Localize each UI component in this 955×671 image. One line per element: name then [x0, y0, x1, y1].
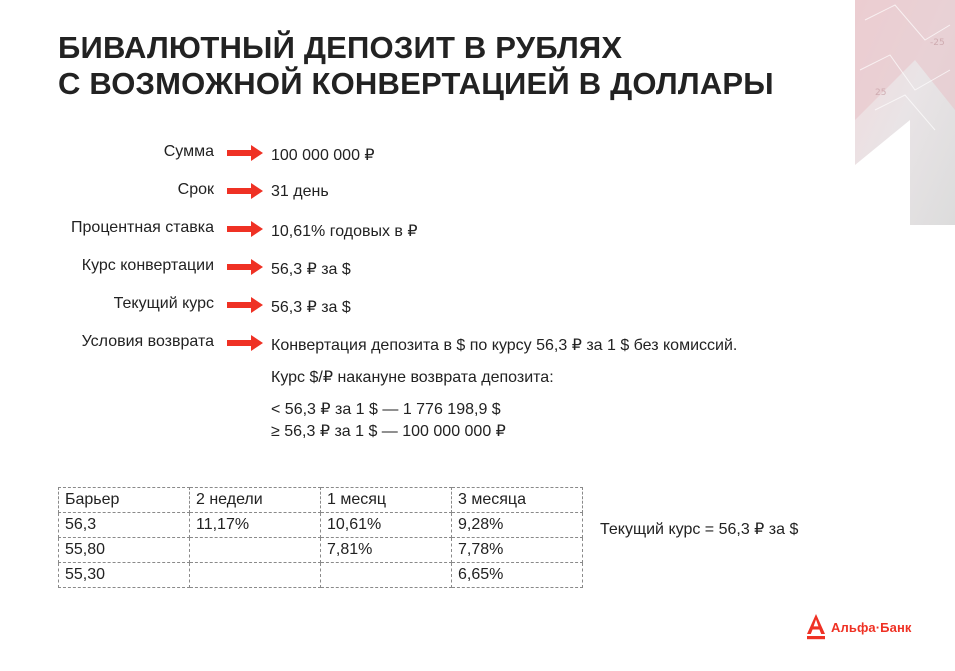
table-cell: 9,28%: [452, 513, 583, 538]
title-line-2: С ВОЗМОЖНОЙ КОНВЕРТАЦИЕЙ В ДОЛЛАРЫ: [58, 66, 774, 101]
right-arrow-icon: [227, 183, 263, 199]
brand-logo: [806, 612, 912, 642]
param-label-interest-rate: Процентная ставка: [71, 219, 214, 236]
table-cell: 7,78%: [452, 538, 583, 563]
param-label-amount: Сумма: [163, 143, 214, 160]
table-cell: 11,17%: [190, 513, 321, 538]
param-value-interest-rate: 10,61% годовых в ₽: [271, 223, 418, 240]
right-arrow-icon: [227, 145, 263, 161]
right-arrow-icon: [227, 259, 263, 275]
param-label-conversion-rate: Курс конвертации: [81, 257, 214, 274]
param-value-current-rate: 56,3 ₽ за $: [271, 299, 351, 316]
param-label-term: Срок: [177, 181, 214, 198]
table-cell: 6,65%: [452, 563, 583, 588]
table-cell: 7,81%: [321, 538, 452, 563]
table-cell: 10,61%: [321, 513, 452, 538]
table-cell: 56,3: [59, 513, 190, 538]
table-cell: [190, 563, 321, 588]
current-rate-note: Текущий курс = 56,3 ₽ за $: [600, 521, 799, 538]
table-cell: [190, 538, 321, 563]
return-above-threshold: ≥ 56,3 ₽ за 1 $ — 100 000 000 ₽: [271, 423, 506, 440]
table-cell: 55,80: [59, 538, 190, 563]
title-line-1: БИВАЛЮТНЫЙ ДЕПОЗИТ В РУБЛЯХ: [58, 30, 623, 65]
param-value-conversion-rate: 56,3 ₽ за $: [271, 261, 351, 278]
table-header-row: [59, 488, 583, 513]
right-arrow-icon: [227, 221, 263, 237]
table-row: [59, 513, 583, 538]
return-rate-heading: Курс $/₽ накануне возврата депозита:: [271, 369, 554, 386]
table-cell: [321, 563, 452, 588]
param-label-current-rate: Текущий курс: [113, 295, 214, 312]
right-arrow-icon: [227, 335, 263, 351]
param-value-amount: 100 000 000 ₽: [271, 147, 375, 164]
param-value-term: 31 день: [271, 183, 329, 200]
table-row: [59, 563, 583, 588]
barrier-rates-table: [58, 487, 583, 588]
right-arrow-icon: [227, 297, 263, 313]
param-value-return-conditions: Конвертация депозита в $ по курсу 56,3 ₽ за 1 $ без комиссий.: [271, 337, 738, 354]
table-row: [59, 538, 583, 563]
alfa-bank-logo-icon: [806, 614, 826, 640]
brand-name: Альфа·Банк: [831, 619, 912, 635]
svg-text:25: 25: [875, 88, 887, 98]
table-header-cell: 2 недели: [190, 488, 321, 513]
svg-text:-25: -25: [930, 38, 945, 48]
return-below-threshold: < 56,3 ₽ за 1 $ — 1 776 198,9 $: [271, 401, 501, 418]
table-header-cell: 3 месяца: [452, 488, 583, 513]
table-header-cell: Барьер: [59, 488, 190, 513]
table-cell: 55,30: [59, 563, 190, 588]
param-label-return-conditions: Условия возврата: [81, 333, 214, 350]
table-header-cell: 1 месяц: [321, 488, 452, 513]
